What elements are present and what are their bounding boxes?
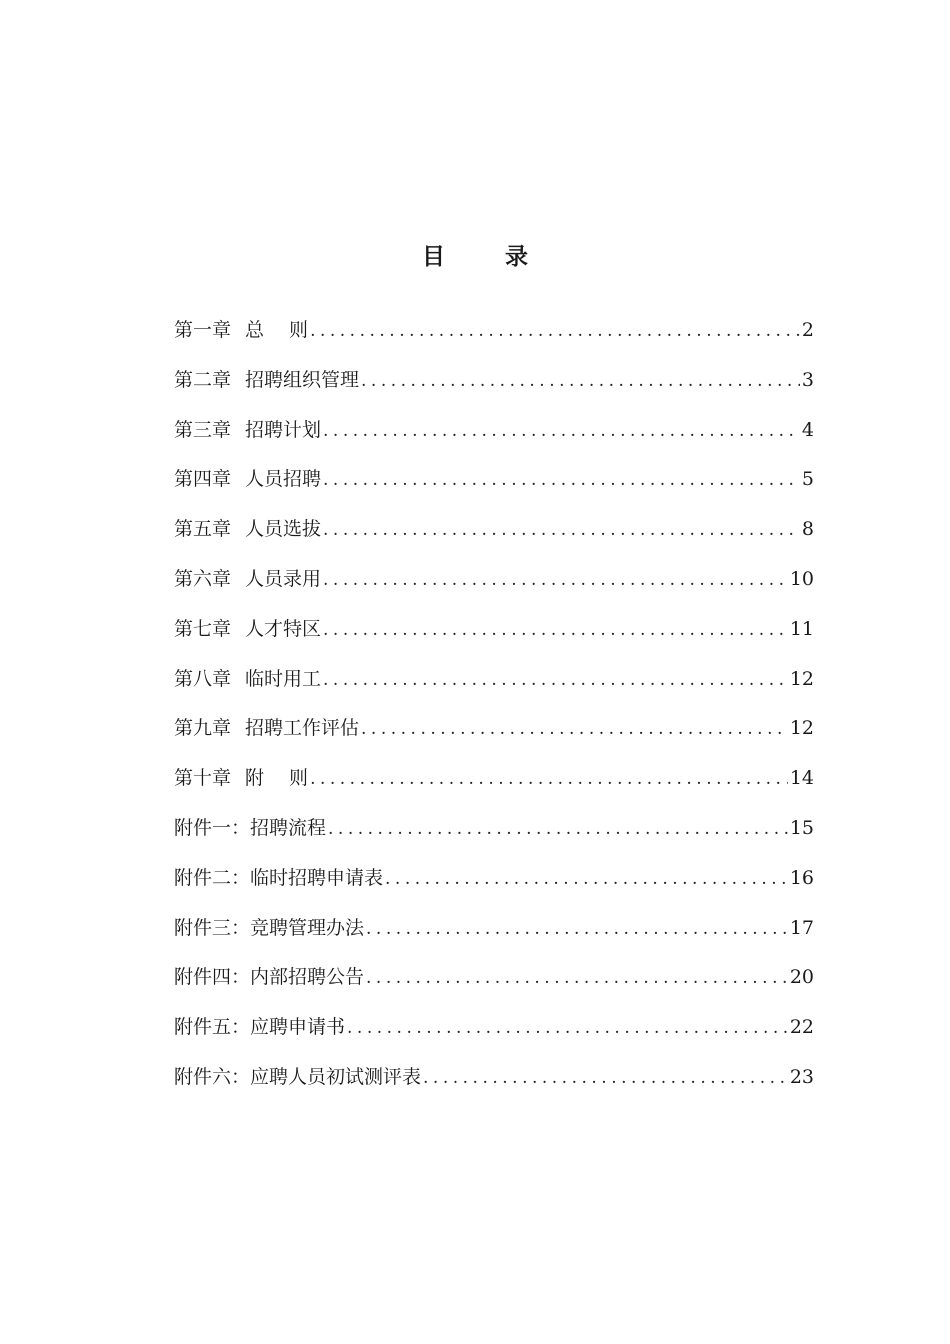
toc-chapter-number: 第六章 — [174, 567, 232, 590]
toc-entry[interactable] — [174, 512, 814, 562]
toc-entry[interactable] — [174, 1010, 814, 1060]
toc-page-number: 15 — [789, 816, 814, 839]
toc-page-number: 17 — [789, 916, 814, 939]
toc-entry[interactable] — [174, 462, 814, 512]
toc-entry-label: 人员选拔 — [245, 518, 322, 541]
toc-entry[interactable] — [174, 761, 814, 811]
toc-entry[interactable] — [174, 861, 814, 911]
toc-entry[interactable] — [174, 662, 814, 712]
toc-dot-leader — [361, 364, 800, 398]
toc-entry-label: 临时用工 — [245, 667, 322, 690]
toc-entry-label: 招聘计划 — [245, 418, 322, 441]
toc-chapter-number: 第四章 — [174, 468, 232, 491]
toc-page-number: 3 — [801, 368, 814, 391]
toc-dot-leader — [310, 314, 800, 348]
toc-dot-leader — [366, 912, 788, 946]
toc-entry-label: 竞聘管理办法 — [250, 916, 365, 939]
toc-dot-leader — [385, 862, 788, 896]
toc-page-number: 16 — [789, 866, 814, 889]
toc-page-number: 8 — [801, 518, 814, 541]
toc-dot-leader — [323, 563, 788, 597]
toc-entry[interactable] — [174, 711, 814, 761]
toc-dot-leader — [423, 1061, 788, 1095]
toc-chapter-number: 第二章 — [174, 368, 232, 391]
toc-chapter-number: 第十章 — [174, 767, 232, 790]
toc-chapter-number: 第三章 — [174, 418, 232, 441]
toc-dot-leader — [328, 812, 788, 846]
toc-chapter-number: 第七章 — [174, 617, 232, 640]
toc-dot-leader — [323, 663, 788, 697]
toc-page-number: 23 — [789, 1065, 814, 1088]
toc-entry-label: 总 则 — [245, 319, 309, 341]
toc-page-number: 10 — [789, 567, 814, 590]
toc-entry-label: 应聘申请书 — [250, 1016, 346, 1039]
toc-page-number: 4 — [801, 418, 814, 441]
toc-entry-label: 招聘工作评估 — [245, 717, 360, 740]
toc-chapter-number: 第九章 — [174, 717, 232, 740]
toc-appendix-number: 附件三： — [174, 916, 251, 939]
toc-entry-label: 内部招聘公告 — [250, 966, 365, 989]
toc-entry[interactable] — [174, 612, 814, 662]
toc-dot-leader — [347, 1011, 788, 1045]
table-of-contents — [174, 313, 814, 1110]
toc-page-number: 14 — [789, 767, 814, 790]
toc-page-number: 5 — [801, 468, 814, 491]
toc-dot-leader — [310, 762, 788, 796]
toc-chapter-number: 第五章 — [174, 518, 232, 541]
toc-entry[interactable] — [174, 413, 814, 463]
toc-page-number: 11 — [789, 617, 814, 640]
toc-entry-label: 临时招聘申请表 — [250, 866, 384, 889]
toc-dot-leader — [361, 712, 788, 746]
toc-entry-label: 应聘人员初试测评表 — [250, 1065, 422, 1088]
toc-page-number: 2 — [801, 319, 814, 341]
toc-page-number: 12 — [789, 667, 814, 690]
toc-dot-leader — [323, 414, 800, 448]
toc-dot-leader — [366, 961, 788, 995]
toc-appendix-number: 附件四： — [174, 966, 251, 989]
toc-entry-label: 人员招聘 — [245, 468, 322, 491]
toc-entry[interactable] — [174, 911, 814, 961]
toc-chapter-number: 第八章 — [174, 667, 232, 690]
toc-page-number: 20 — [789, 966, 814, 989]
toc-appendix-number: 附件二： — [174, 866, 251, 889]
toc-entry[interactable] — [174, 363, 814, 413]
toc-entry-label: 招聘流程 — [250, 816, 327, 839]
toc-dot-leader — [323, 513, 800, 547]
toc-entry[interactable] — [174, 960, 814, 1010]
toc-appendix-number: 附件五： — [174, 1016, 251, 1039]
toc-entry[interactable] — [174, 562, 814, 612]
toc-entry[interactable] — [174, 1060, 814, 1110]
toc-dot-leader — [323, 613, 788, 647]
toc-entry-label: 人才特区 — [245, 617, 322, 640]
toc-entry-label: 人员录用 — [245, 567, 322, 590]
toc-entry-label: 附 则 — [245, 767, 309, 790]
toc-page-number: 12 — [789, 717, 814, 740]
toc-page-number: 22 — [789, 1016, 814, 1039]
toc-entry[interactable] — [174, 811, 814, 861]
toc-entry-label: 招聘组织管理 — [245, 368, 360, 391]
toc-title: 目 录 — [421, 244, 554, 270]
toc-chapter-number: 第一章 — [174, 319, 232, 341]
toc-dot-leader — [323, 463, 800, 497]
toc-appendix-number: 附件一： — [174, 816, 251, 839]
toc-entry[interactable] — [174, 313, 814, 363]
toc-appendix-number: 附件六： — [174, 1065, 251, 1088]
